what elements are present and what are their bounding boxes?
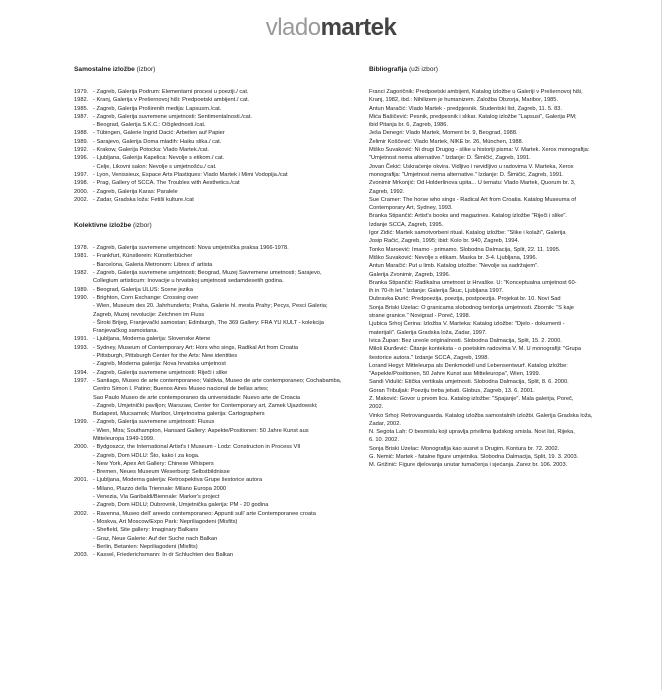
group-entry: [74, 335, 350, 343]
entry-year: 2001.: [74, 477, 89, 484]
solo-heading-sub: (izbor): [136, 66, 156, 73]
group-entry: [74, 385, 350, 393]
entry-text: - Široki Brijeg, Franjevački samostan; Edinburgh, The 369 Gallery: FRA YU KULT - kolekcija: [93, 319, 324, 326]
entry-text: - Frankfurt, Künstlerein: Künstlerbücher: [93, 253, 193, 260]
entry-year: 1991.: [74, 336, 89, 343]
bibliography-line: Sue Cramer: The horse who sings - Radical Art from Croatia. Katalog Museuma of: [369, 196, 576, 203]
entry-text: - Ljubljana, Moderna galerija: Slovenske Atene: [93, 336, 211, 343]
group-exhibitions-heading: [74, 222, 350, 230]
group-entry: [74, 369, 350, 377]
entry-text: - Ljubljana, Moderna galerija: Retrospektiva Grupe šestorice autora: [93, 477, 263, 484]
group-entry: [74, 244, 350, 252]
entry-text: - Bremen, Neues Museum Weserburg: Selbstbildnisse: [93, 469, 230, 476]
entry-text: - Wien, Museum des 20. Jahrhunderts; Praha, Galerie hl. mesta Prahy; Pecys, Pesci Galeria;: [93, 303, 328, 310]
bibliography-line: Franci Zagoričnik: Predpoetski ambijent, Katalog izložbe u Galeriji v Prešernovoj hiši,: [369, 89, 583, 95]
entry-text: - Zagreb, Dom HDLU; Dubrovnik, Umjetnička galerija: PM - 20 godina: [93, 502, 269, 509]
bibliography-line: Vinko Srhoj: Retrovanguarda. Katalog izložba samostalnih izložbi. Galerija Gradska loža,: [369, 412, 593, 419]
entry-text: - Zagreb, Galerija suvremene umjetnosti: Fluxus: [93, 419, 215, 426]
bibliography-line: "Aspekte/Positionen, 50 Jahre Kunst aus Mitteleuropa", Wien, 1999.: [369, 371, 541, 378]
bibliography-line: Lorand Hegyi: Mitteleurpa als Denkmodell und Lebensentwurf. Katalog izložbe:: [369, 362, 568, 369]
logo-bold-text: martek: [320, 14, 397, 41]
entry-text: - Berlin, Betanien: Nepriliagodeni (Misfits): [93, 543, 198, 550]
bibliography-line: monografija: "Umjetnost nema alternative." Izdanje: D. Šimičić, Zagreb, 1991.: [369, 171, 564, 178]
entry-year: 2003.: [74, 552, 89, 559]
group-entry: [74, 452, 350, 460]
entry-text: - Kassel, Friederichsmann: In dr Schluchten des Balkan: [93, 552, 234, 559]
entry-text: - Tübingen, Galerie Ingrid Dacić: Arbeiten auf Papier: [93, 130, 225, 137]
bibliography-line: Izdanje SCCA, Zagreb, 1995.: [369, 221, 444, 228]
entry-year: 1979.: [74, 89, 89, 95]
entry-text: - Wien, Mira; Southampton, Hansard Gallery: Aspekte/Positionen: 50 Jahre Kunst aus: [93, 427, 309, 434]
entry-text: - New York, Apex Art Gallery: Chinese Whispers: [93, 460, 214, 467]
entry-text: Sao Paulo Museo de arte contemporaneo da universidade: Nuevo arte de Croacia: [93, 394, 301, 401]
group-entry: [74, 543, 350, 551]
group-entry: [74, 302, 350, 310]
entry-text: - Zagreb, Moderna galerija: Nova hrvatska umjetnost: [93, 361, 226, 368]
bibliography-line: Josip Račić, Zagreb, 1995; ibid: Kolo br. 940, Zagreb, 1994.: [369, 238, 520, 245]
group-exhibitions-list: [74, 244, 350, 559]
group-entry: [74, 501, 350, 509]
bibliography-line: Miloš Đurđević: Čitanje konteksta - o poetskim radovima V. M. U monografiji: "Grupa: [369, 346, 582, 353]
solo-entry: [74, 121, 350, 129]
group-entry: [74, 319, 350, 327]
bibliography-line: ibid Pitanja br. 6, Zagreb, 1986.: [369, 122, 449, 129]
group-entry: [74, 468, 350, 476]
bibliography-line: M. Grižinić: Figure djelovanja unutar tumačenja i sjećanja. Zarez br. 106. 2003.: [369, 462, 568, 469]
entry-text: - Ravenna, Museo dell' areedo contemporaneo: Appunti sull' arte Contemporanee croata: [93, 510, 316, 517]
entry-year: 1996.: [74, 155, 89, 162]
solo-entry: [74, 188, 350, 196]
solo-entry: [74, 113, 350, 121]
solo-entry: [74, 138, 350, 146]
solo-entry: [74, 88, 350, 96]
bibliography-line: Igor Zidić: Martek samotvorbeni ritual. Katalog izložbe: "Slike i kolaži", Galerija: [369, 230, 566, 237]
group-entry: [74, 526, 350, 534]
entry-text: - Graz, Neue Galerie: Auf der Suche nach Balkan: [93, 535, 218, 542]
bibliography-line: "Umjetnost nema alternative." Izdanje: D. Šimičić, Zagreb, 1991.: [369, 155, 531, 162]
entry-year: 1997.: [74, 171, 89, 178]
entry-text: - Moskva, Art Moscow/Expo Park: Nepriliagodeni (Misfits): [93, 518, 238, 525]
group-entry: [74, 277, 350, 285]
entry-year: 1998.: [74, 180, 89, 187]
bibliography-heading: [369, 66, 629, 74]
entry-year: 1987.: [74, 113, 89, 120]
entry-text: - Sarajevo, Galerija Doma mladih: Haiku slika./ cat.: [93, 138, 222, 145]
bibliography-line: G. Nemić: Martek - fatalne figure umjetnika. Slobodna Dalmacija, Split, 19. 3. 2003.: [369, 454, 579, 461]
entry-text: - Krakow, Galerija Potocka: Vlado Martek./cat.: [93, 147, 210, 154]
solo-entry: [74, 96, 350, 104]
bibliography-heading-text: Bibliografija: [369, 66, 408, 73]
group-entry: [74, 394, 350, 402]
entry-year: 2000.: [74, 444, 89, 451]
entry-text: Collegium artisticum: Inovacije u hrvatskoj umjetnosti sedamdesetih godina.: [93, 278, 284, 285]
bibliography-line: Dubravka Đurić: Predpoezija, poezija, postpoezija. Projekat br. 10. Novi Sad: [369, 296, 561, 303]
bibliography-line: 6. 10. 2002.: [369, 437, 400, 444]
entry-text: - Bydgoszcz, the International Artist's t Museum - Lodz: Constructon in Process VII: [93, 444, 301, 451]
bibliography-line: Branka Stipančić: Artist's books and magazines. Katalog izložbe "Riječi i slike".: [369, 213, 567, 220]
entry-text: - Shefield, Site gallery: Imaginary Balkans: [93, 527, 199, 534]
bibliography-line: Sonja Briski Uzelac: O granicama slobodnog tentorija umjetnosti. Zbornik: "S kaje: [369, 304, 574, 311]
entry-text: - Sydney, Museum of Contemporary Art: Hors who sings, Radikal Art from Croatia: [93, 344, 299, 351]
entry-year: 1997.: [74, 377, 89, 384]
entry-text: - Milano, Plazzo della Triennale: Milano Europa 2000: [93, 485, 227, 492]
group-entry: [74, 294, 350, 302]
entry-text: - Venezia, Via Garibaldi/Biennale: Marker's project: [93, 494, 220, 501]
group-entry: [74, 551, 350, 559]
solo-entry: [74, 196, 350, 204]
group-entry: [74, 252, 350, 260]
entry-text: - Zagreb, Galerija Proširenih medija: Lapsusm./cat.: [93, 105, 222, 112]
entry-text: - Zagreb, Galerija suvremene umjetnosti: Sentimentalnosti./cat.: [93, 113, 253, 120]
solo-entry: [74, 163, 350, 171]
entry-text: - Ljubljana, Galerija Kapelica: Nevolje s etikom./ cat.: [93, 155, 225, 162]
solo-entry: [74, 105, 350, 113]
group-entry: [74, 311, 350, 319]
entry-text: Budapest, Mucsarnok; Maribor, Umjetnostna galerija: Cartographers: [93, 411, 265, 418]
bibliography-line: Branka Stipančić: Radikalna umetnost iz Hrvaške. U: "Konceptualna umjetnost 60-: [369, 279, 577, 286]
bibliography-line: Z. Maković: Govor u prvom licu. Katalog izložbe: "Spajanje". Mala galerija, Poreč,: [369, 395, 574, 402]
entry-text: - Zagreb, Galerija Podrum: Elementarni procesi u poeziji./ cat.: [93, 89, 249, 95]
entry-year: 1982.: [74, 270, 89, 277]
entry-text: - Celje, Likovni salon: Nevolje s umjetnošću./ cat.: [93, 163, 217, 170]
solo-entry: [74, 129, 350, 137]
group-entry: [74, 427, 350, 435]
group-entry: [74, 435, 350, 443]
entry-text: - Zagreb, Galerija Karas: Paralele: [93, 188, 178, 195]
bibliography-line: Zagreb, 1992.: [369, 188, 405, 195]
solo-entry: [74, 146, 350, 154]
entry-text: - Zagreb, Umjetnički paviljon; Warszaw, Center for Contemporary art, Zamek Ujazdowski;: [93, 402, 318, 409]
entry-year: 2002.: [74, 196, 89, 203]
bibliography-line: Antun Maračić: Put u limb. Katalog izložbe: "Nevolje sa sadržajem".: [369, 263, 539, 270]
right-column: [369, 66, 629, 470]
entry-text: - Zagreb, Galerija suvremene umjetnosti: Riječi i slike: [93, 369, 228, 376]
group-entry: [74, 418, 350, 426]
logo: [0, 14, 662, 42]
bibliography-line: šestorice autora." Izdanje SCCA, Zagreb, 1998.: [369, 354, 489, 361]
entry-text: - Lyon, Venissieux, Espace Arts Plastiques: Vlado Martek i Mimi Vodopija./cat: [93, 171, 288, 178]
bibliography-line: Želimir Koščević: Vlado Martek, NIKE br. 26, München, 1988.: [369, 138, 524, 145]
entry-text: - Prag, Gallery of SCCA. The Troubles with Aesthetics./cat: [93, 180, 240, 187]
entry-text: Franjevačkog samostana.: [93, 328, 159, 335]
entry-text: - Beograd, Galerija S.K.C.: Očiglednosti./cat.: [93, 122, 206, 129]
group-entry: [74, 352, 350, 360]
bibliography-line: Sandi Vidulić: Etička vertikala umjetnosti. Slobodna Dalmacija, Split, 8. 6. 2000.: [369, 379, 569, 386]
entry-text: Zagreb, Muzej revolucije: Zeichnen im Fluss: [93, 311, 205, 318]
bibliography-line: Sonja Briski Uzelac: Monografija kao susret s Drugim. Kontura br. 72. 2002.: [369, 445, 560, 452]
bibliography-line: Ješa Denegri: Vlado Martek, Moment br. 9, Beograd, 1988.: [369, 130, 518, 137]
entry-year: 1989.: [74, 138, 89, 145]
entry-year: 1981.: [74, 253, 89, 260]
bibliography-heading-sub: (uži izbor): [408, 66, 438, 73]
bibliography-line: 2002.: [369, 404, 384, 411]
group-entry: [74, 344, 350, 352]
bibliography-line: strane granice." Novigrad - Poreč, 1998.: [369, 313, 471, 320]
group-entry: [74, 510, 350, 518]
group-heading-text: Kolektivne izložbe: [74, 222, 132, 230]
entry-year: 1999.: [74, 419, 89, 426]
bibliography-line: ih in 70-ih let." Izdanje: Galerija Škuc, Ljubljana 1997.: [369, 288, 504, 295]
entry-text: - Barcelona, Galeria Metronom: Libres d' artista: [93, 261, 213, 268]
entry-year: 1985.: [74, 105, 89, 112]
bibliography-line: Zvonimir Mrkonjić: Od Holderlinova upita... U tematu: Vlado Martek, Quorum br. 3,: [369, 180, 576, 187]
bibliography-line: materijali". Galerija Gradska loža, Zadar, 1997.: [369, 329, 487, 336]
bibliography-line: Tonko Maroević: Imamo - primamo. Slobodna Dalmacija, Split, 22. 11. 1995.: [369, 246, 561, 253]
entry-text: Centro Simon I. Patino; Buenos Aires Museo nacional de bellas artes;: [93, 386, 269, 393]
entry-text: - Brighton, Corn Exchange: Crossing over: [93, 294, 199, 301]
entry-text: Mitteleuropa 1949-1999.: [93, 435, 155, 442]
logo-light-text: vlado: [265, 14, 321, 41]
left-column: [74, 66, 350, 577]
entry-text: - Zagreb, Galerija suvremene umjetnosti: Nova umjetnička praksa 1966-1978.: [93, 245, 289, 252]
entry-text: - Santiago, Museo de arte contemporaneo; Valdivia, Museo de arte contemporaneo; Cochabamba,: [93, 377, 342, 384]
solo-entry: [74, 171, 350, 179]
bibliography-line: Contemporary Art, Sydney, 1993.: [369, 205, 453, 212]
bibliography-line: Ljubica Srhoj Ćerina: Izložba V. Marteka: Katalog izložbe: "Djelo - dokumenti -: [369, 321, 565, 328]
entry-year: 1982.: [74, 97, 89, 104]
entry-text: - Zagreb, Galerija suvremene umjetnosti; Beograd, Muzej Savremene umetnosti; Sarajevo,: [93, 270, 322, 277]
bibliography-line: Galerija Zvonimir, Zagreb, 1996.: [369, 271, 451, 278]
entry-text: - Kranj, Galerija v Prešernovoj hiši: Predpoetski ambijent./ cat.: [93, 97, 250, 104]
solo-exhibitions-heading: [74, 66, 350, 74]
entry-year: 1978.: [74, 245, 89, 252]
bibliography-line: Miško Suvaković: Ni drugi Drugog - slike u historiji pisma: V. Martek. Xerox monografija:: [369, 147, 590, 154]
solo-exhibitions-list: [74, 88, 350, 204]
bibliography-line: Goran Tribuljak: Poeziju treba jebati. Globus, Zagreb, 13. 6. 2001.: [369, 387, 535, 394]
entry-year: 1993.: [74, 344, 89, 351]
bibliography-list: [369, 88, 629, 470]
bibliography-line: Mića Bašičević: Pesnik, predpesnik i slikar. Katalog izložbe "Lapsusi", Galerija PM;: [369, 113, 577, 120]
group-heading-sub: (izbor): [133, 222, 152, 230]
entry-year: 1989.: [74, 286, 89, 293]
group-entry: [74, 286, 350, 294]
group-entry: [74, 485, 350, 493]
entry-text: - Zadar, Gradska loža: Fetiši kulture./cat: [93, 196, 194, 203]
group-entry: [74, 377, 350, 385]
group-entry: [74, 460, 350, 468]
solo-entry: [74, 154, 350, 162]
bibliography-line: Jovan Čekić: Uskraćenje okvira. Vidljivo i nevidljivo u radovima V. Marteka, Xerox: [369, 163, 574, 170]
bibliography-line: Kranj, 1982, ibd.: Nihilizem je humanizem. Založba Obzorja, Maribor, 1985.: [369, 97, 559, 104]
entry-year: 1992.: [74, 147, 89, 154]
entry-text: - Zagreb, Dom HDLU: Što, kako i za koga.: [93, 452, 200, 459]
group-entry: [74, 269, 350, 277]
entry-year: 2002.: [74, 510, 89, 517]
entry-year: 1990.: [74, 294, 89, 301]
group-entry: [74, 410, 350, 418]
group-entry: [74, 402, 350, 410]
solo-heading-text: Samostalne izložbe: [74, 66, 135, 73]
bibliography-line: Miško Suvaković: Nevolje s etikam. Maska br. 3-4. Ljubljana, 1996.: [369, 254, 538, 261]
group-entry: [74, 360, 350, 368]
group-entry: [74, 327, 350, 335]
group-entry: [74, 535, 350, 543]
entry-year: 1994.: [74, 369, 89, 376]
bibliography-line: Antun Maračić: Vlado Martek - predpjesnik. Studentski list, Zagreb, 11. 5. 83.: [369, 105, 563, 112]
bibliography-line: Ivica Župan: Bez ureole originalnosti. Slobodna Dalmacija, Split, 15. 2. 2000.: [369, 337, 562, 344]
entry-text: - Beograd, Galerija ULUS: Scene jezika: [93, 286, 193, 293]
group-entry: [74, 261, 350, 269]
solo-entry: [74, 179, 350, 187]
entry-text: - Pittsburgh, Pittsburgh Center for the Arts: New identities: [93, 353, 238, 360]
group-entry: [74, 493, 350, 501]
group-entry: [74, 476, 350, 484]
group-entry: [74, 518, 350, 526]
group-entry: [74, 443, 350, 451]
entry-year: 1988.: [74, 130, 89, 137]
bibliography-line: N. Segota Lah: O besmislu koji upravlja privilima ljudskog smisla. Novi list, Rijeka,: [369, 429, 575, 436]
bibliography-line: Zadar, 2002.: [369, 420, 401, 427]
entry-year: 2000.: [74, 188, 89, 195]
